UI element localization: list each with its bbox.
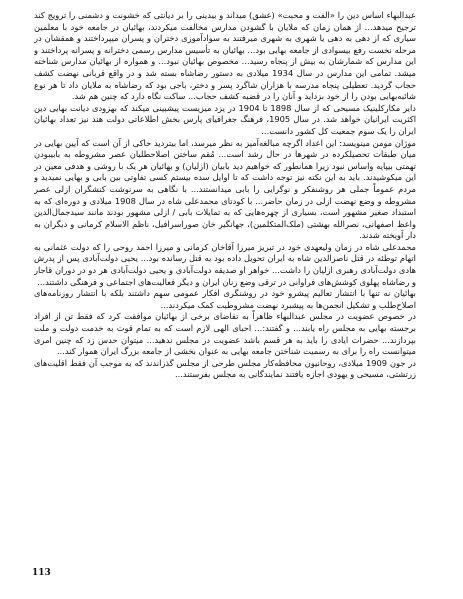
page-number: 113 xyxy=(32,568,51,578)
paragraph-3: موژان مومن مینویسد: این اعداد اگرچه مبالغه‌آمیز به نظر میرسد، اما بیتردید حاکی از آن است که آیین بهایی در میان طبقات تحصیلکرده در شهرها در حال رشد است... مُقم ساختن اصلاحطلبان عصر مشروطه به بابیبودن تهمتی بیپایه واساس نبود زیرا همانطور که خواهیم دید بابیان (ازلیان) و بهائیان هر یک با روشی و هدفی معین در این میکوشیدند. باید به این نکته نیز توجه داشت که تا اوایل سده بیستم کسی تفاوتی بین بابی و بهایی نمیدید و مردم عموماً جملی هر روشنفکر و نوگرایی را بابی میدانستند... با نگاهی به سرنوشت کنشگران ازلی عصر مشروطه و وضع نهضت ازلی در زمان حاضر... با کودتای محمدعلی شاه در سال 1908 میلادی و دوره‌ای که به استبداد صغیر مشهور است، بسیاری از چهره‌هایی که به تمایلات بابی / ازلی مشهور بودند مانند سیدجمال‌الدین واعظ اصفهانی، نصرالله بهشتی (ملک‌المتکلمین)، جهانگیر خان صوراسرافیل، ناظم الاسلام کرمانی و دیگران به دار آویخته شدند. xyxy=(34,137,416,241)
body-text xyxy=(34,10,416,570)
paragraph-7: در جون 1909 میلادی، روحانیون محافظه‌کار مجلس طرحی از مجلس گذراندند که به موجب آن فقط اقلیت‌های زرتشتی، مسیحی و یهودی اجازه یافتند نمایندگانی به مجلس بفرستند... xyxy=(34,357,416,380)
paragraph-2: دایر مکارکلینیک مسیحی که از سال 1898 تا 1904 در یزد میزیست پیشبینی میکند که بهزودی دیانت بهایی دین اکثریت ایرانیان خواهد شد. در سال 1905، فرهنگ جغرافیای پارس بخش اطلاعاتی دولت هند نیز تعداد بهائیان ایران را یک سوم جمعیت کل کشور دانست... xyxy=(34,102,416,136)
paragraph-4: محمدعلی شاه در زمان ولیعهدی خود در تبریز میرزا آقاخان کرمانی و میرزا احمد روحی را که دولت عثمانی به اتهام توطئه در قتل ناصرالدین شاه به ایران تحویل داده بود به قتل رسانده بود... یحیی دولت‌آبادی پس از پدرش هادی دولت‌آبادی رهبری ازلیان را داشت... خواهر او صدیقه دولت‌آبادی و یحیی دولت‌آبادی هر دو در دوران قاجار و رضاشاه پهلوی کوشش‌های فراوانی در ترقی وضع زنان ایران و دیگر فعالیت‌های اجتماعی و فرهنگی داشتند... xyxy=(34,241,416,287)
paragraph-6: در خصوص عضویت در مجلس عبدالبهاء ظاهراً به تقاضای برخی از بهائیان موافقت کرد که فقط تن از افراد برجسته بهایی به مجلس راه یابند... و گفتند:... احبای الهی لازم است که به تمام قوت به خدمت دولت و ملت بپردازند... حضرات ایادی را باید به هر قسم باشد عضویت در مجلس ندهید... میتوان حدس زد که چنین امری میتوانست راه را برای به رسمیت شناختن جامعه بهایی به عنوان بخشی از جامعه بزرگ ایران هموار کند... xyxy=(34,311,416,357)
paragraph-1: عبدالبهاء اساس دین را «الفت و محبت» (عشق) میداند و بیدینی را بر دیانتی که خشونت و دشمنی را ترویج کند ترجیح میدهد... از همان زمان که ملایان با گشودن مدارس مخالفت میکردند، بهائیان در جامعه خود با معلمین سیاری که از دهی به دهی یا شهری به شهری میرفتند به سوادآموزی دختران و پسران میپرداختند و همقشان در مرحله نخست رفع بیسوادی از جامعه بهایی بود... بهائیان به تأسیس مدارس رسمی دخترانه و پسرانه پرداختند و این مدارس که شمارشان به بیش از پنجاه رسید... مخصوص بهائیان نبود... و همواره از بهائیان مدارس شناخته میشد. تمامی این مدارس در سال 1934 میلادی به دستور رضاشاه بسته شد و در واقع قربانی نهضت کشف حجاب گردید. تعطیلی پنجاه مدرسه با هزاران شاگرد پسر و دختر، باجی بود که رضاشاه به ملایان داد تا هر نوع شائبه‌بهایی بودن را از خود بزداید و آنان را در قضیه کشف حجاب... ساکت نگاه دارد که چنین هم شد. xyxy=(34,10,416,102)
paragraph-5: بهائیان نه تنها با انتشار تعالیم پیشرو خود در روشنگری افکار عمومی سهم داشتند بلکه با انتشار روزنامه‌های اصلاح‌طلب و تشکیل انجمن‌ها به پیشبرد نهضت مشروطیت کمک میکردند... xyxy=(34,288,416,310)
